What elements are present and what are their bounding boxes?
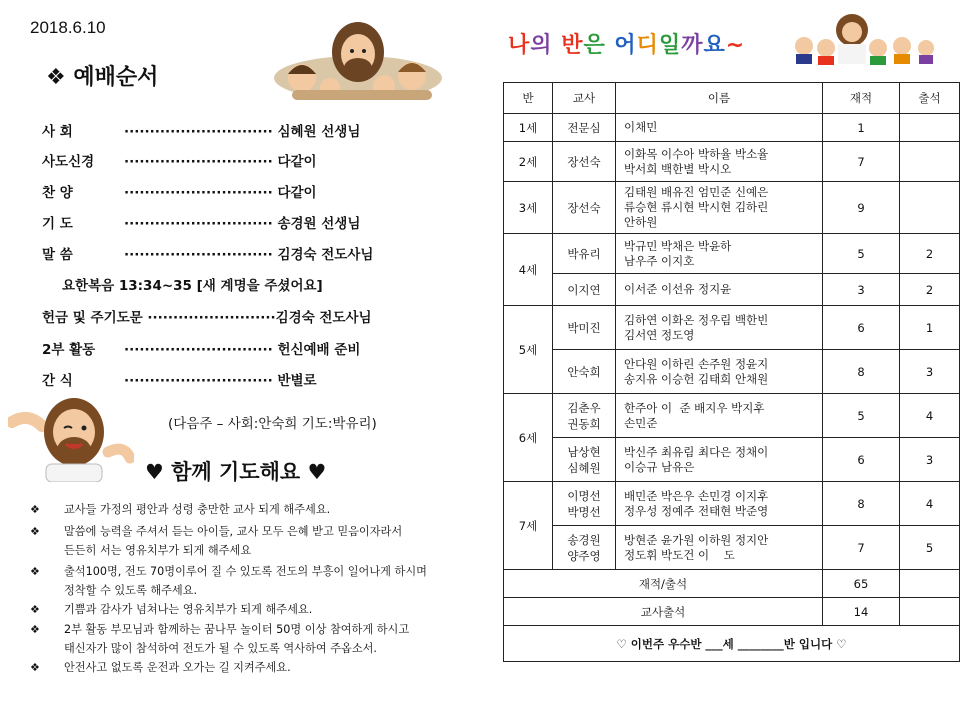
record-cell: 5 <box>823 234 900 274</box>
order-value: 반별로 <box>277 373 317 389</box>
prayer-line: 든든히 서는 영유치부가 되게 해주세요 <box>64 544 252 557</box>
order-row-praise <box>42 181 317 201</box>
student-names-line: 방현준 윤가원 이하원 정지안 <box>624 532 769 547</box>
table-row <box>504 306 960 350</box>
order-dots: ····························· <box>124 247 273 263</box>
teacher-att-attendance <box>900 598 960 626</box>
worship-order-title: ❖ 예배순서 <box>46 65 159 90</box>
student-names-cell <box>616 182 823 234</box>
best-class-text: ♡ 이번주 우수반 ___세 ________반 입니다 ♡ <box>504 626 960 662</box>
teacher-name: 남상현 <box>567 444 601 459</box>
table-row <box>504 274 960 306</box>
order-label: 헌금 및 주기도문 <box>42 310 143 326</box>
order-label: 말 씀 <box>42 247 73 263</box>
scripture-reference: 요한복음 13:34~35 [새 계명을 주셨어요] <box>62 278 323 294</box>
student-names-cell <box>616 114 823 142</box>
teacher-name: 심혜원 <box>567 460 601 475</box>
teacher-cell <box>553 114 616 142</box>
student-names-line: 김태원 배유진 엄민준 신예은 <box>624 185 769 199</box>
header-teacher: 교사 <box>553 83 616 114</box>
student-names-cell <box>616 274 823 306</box>
teacher-name: 송경원 <box>567 532 601 547</box>
attendance-cell: 3 <box>900 438 960 482</box>
title-char: 어 <box>614 33 637 58</box>
student-names-line: 한주아 이 준 배지우 박지후 <box>624 400 765 415</box>
record-cell: 6 <box>823 438 900 482</box>
header-names: 이름 <box>616 83 823 114</box>
teacher-name: 박유리 <box>567 246 601 261</box>
header-record: 재적 <box>823 83 900 114</box>
student-names-line: 김하연 이화온 정우림 백한빈 <box>624 312 769 327</box>
order-dots: ····························· <box>124 124 273 140</box>
student-names-line: 배민준 박은우 손민경 이지후 <box>624 488 769 503</box>
bullet-icon: ❖ <box>30 603 40 616</box>
student-names-line: 이승규 남유은 <box>624 459 695 474</box>
prayer-line: 말씀에 능력을 주셔서 듣는 아이들, 교사 모두 은혜 받고 믿음이자라서 <box>64 525 403 538</box>
bullet-icon: ❖ <box>30 525 40 538</box>
student-names-line: 이화목 이수아 박하율 박소율 <box>624 146 769 161</box>
teacher-cell <box>553 526 616 570</box>
bullet-icon: ❖ <box>30 661 40 674</box>
teacher-name: 권동희 <box>567 416 601 431</box>
title-char: 일 <box>658 33 682 58</box>
class-age-cell: 7세 <box>504 482 553 570</box>
teacher-name: 전문심 <box>567 120 601 135</box>
class-age-cell: 6세 <box>504 394 553 482</box>
order-value: 다같이 <box>277 154 317 170</box>
record-cell: 6 <box>823 306 900 350</box>
table-row <box>504 394 960 438</box>
prayer-title: ♥ 함께 기도해요 ♥ <box>145 460 327 484</box>
table-row <box>504 142 960 182</box>
teacher-attendance-row <box>504 598 960 626</box>
order-dots: ····························· <box>124 216 273 232</box>
prayer-line: 2부 활동 부모님과 함께하는 꿈나무 놀이터 50명 이상 참여하게 하시고 <box>64 623 410 636</box>
class-roster-table <box>503 82 960 662</box>
student-names-cell <box>616 526 823 570</box>
table-row <box>504 234 960 274</box>
teacher-cell <box>553 182 616 234</box>
student-names-line: 류승현 류시현 박시현 김하린 <box>624 200 769 214</box>
order-row-offering <box>42 306 372 326</box>
order-value: 김경숙 전도사님 <box>275 310 372 326</box>
bullet-icon: ❖ <box>30 565 40 578</box>
bulletin-date: 2018.6.10 <box>30 18 106 37</box>
teacher-name: 박미진 <box>567 320 601 335</box>
attendance-cell: 2 <box>900 274 960 306</box>
prayer-line: 출석100명, 전도 70명이루어 질 수 있도록 전도의 부흥이 일어나게 하시며 <box>64 565 427 578</box>
prayer-line: 태신자가 많이 참석하여 전도가 될 수 있도록 역사하여 주옵소서. <box>64 642 377 655</box>
bullet-icon: ❖ <box>30 623 40 636</box>
student-names-line: 남우주 이지호 <box>624 253 695 268</box>
attendance-cell <box>900 142 960 182</box>
bullet-icon: ❖ <box>30 503 40 516</box>
order-dots: ····························· <box>124 373 273 389</box>
attendance-cell <box>900 182 960 234</box>
title-char: 은 <box>583 33 606 58</box>
teacher-name: 이명선 <box>567 488 601 503</box>
attendance-cell: 5 <box>900 526 960 570</box>
title-char <box>553 33 562 58</box>
order-row-part2 <box>42 338 360 358</box>
student-names-line: 정도휘 박도건 이 도 <box>624 547 735 562</box>
teacher-cell <box>553 234 616 274</box>
table-row <box>504 182 960 234</box>
best-class-row <box>504 626 960 662</box>
teacher-cell <box>553 306 616 350</box>
student-names-cell <box>616 438 823 482</box>
teacher-cell <box>553 142 616 182</box>
record-cell: 7 <box>823 142 900 182</box>
prayer-line: 안전사고 없도록 운전과 오가는 길 지켜주세요. <box>64 661 291 674</box>
order-row-snack <box>42 369 317 389</box>
teacher-cell <box>553 438 616 482</box>
title-char: 요 <box>703 33 726 58</box>
attendance-cell: 3 <box>900 350 960 394</box>
table-row <box>504 114 960 142</box>
header-attendance: 출석 <box>900 83 960 114</box>
teacher-name: 이지연 <box>567 282 601 297</box>
class-age-cell: 1세 <box>504 114 553 142</box>
student-names-line: 정우성 정예주 전태현 박준영 <box>624 503 769 518</box>
record-cell: 8 <box>823 482 900 526</box>
order-dots: ····························· <box>124 185 273 201</box>
order-value: 송경원 선생님 <box>277 216 361 232</box>
order-label: 간 식 <box>42 373 73 389</box>
class-age-cell: 3세 <box>504 182 553 234</box>
order-label: 기 도 <box>42 216 73 232</box>
header-class: 반 <box>504 83 553 114</box>
student-names-line: 박신주 최유림 최다은 정채이 <box>624 444 769 459</box>
attendance-cell: 2 <box>900 234 960 274</box>
order-label: 찬 양 <box>42 185 73 201</box>
teacher-name: 장선숙 <box>567 200 601 215</box>
order-row-creed <box>42 150 317 170</box>
student-names-cell <box>616 234 823 274</box>
student-names-cell <box>616 306 823 350</box>
record-cell: 5 <box>823 394 900 438</box>
total-row <box>504 570 960 598</box>
teacher-att-value: 14 <box>823 598 900 626</box>
prayer-line: 기쁨과 감사가 넘쳐나는 영유치부가 되게 해주세요. <box>64 603 313 616</box>
teacher-cell <box>553 350 616 394</box>
attendance-cell <box>900 114 960 142</box>
order-label: 사 회 <box>42 124 73 140</box>
student-names-cell <box>616 394 823 438</box>
title-char: 나 <box>508 33 531 58</box>
teacher-cell <box>553 274 616 306</box>
teacher-cell <box>553 482 616 526</box>
title-char: 반 <box>561 33 584 58</box>
student-names-line: 안다원 이하린 손주원 정윤지 <box>624 356 769 371</box>
order-value: 헌신예배 준비 <box>277 342 361 358</box>
table-row <box>504 482 960 526</box>
student-names-line: 송지유 이승헌 김태희 안채원 <box>624 371 769 386</box>
teacher-att-label: 교사출석 <box>504 598 823 626</box>
title-char: 까 <box>681 33 704 58</box>
order-row-prayer <box>42 212 360 232</box>
student-names-line: 이채민 <box>624 120 658 134</box>
teacher-cell <box>553 394 616 438</box>
table-row <box>504 350 960 394</box>
jesus-kids-group-illustration <box>784 10 944 66</box>
title-char: 디 <box>636 33 659 58</box>
order-row-moderator <box>42 120 360 140</box>
class-age-cell: 2세 <box>504 142 553 182</box>
order-label: 사도신경 <box>42 154 95 170</box>
teacher-name: 김춘우 <box>567 400 601 415</box>
title-char: 의 <box>530 33 553 58</box>
student-names-cell <box>616 142 823 182</box>
student-names-line: 박서희 백한별 박시오 <box>624 161 732 176</box>
class-age-cell: 5세 <box>504 306 553 394</box>
attendance-cell: 1 <box>900 306 960 350</box>
class-age-cell: 4세 <box>504 234 553 306</box>
record-cell: 8 <box>823 350 900 394</box>
class-section-title <box>508 28 745 59</box>
record-cell: 7 <box>823 526 900 570</box>
order-dots: ····························· <box>124 154 273 170</box>
teacher-name: 양주영 <box>567 548 601 563</box>
student-names-cell <box>616 482 823 526</box>
order-value: 김경숙 전도사님 <box>277 247 374 263</box>
jesus-wink-illustration <box>8 392 134 482</box>
order-dots: ························· <box>147 310 276 326</box>
table-row <box>504 438 960 482</box>
title-char: ~ <box>725 33 746 58</box>
record-cell: 9 <box>823 182 900 234</box>
student-names-cell <box>616 350 823 394</box>
prayer-line: 정착할 수 있도록 해주세요. <box>64 584 198 597</box>
table-row <box>504 526 960 570</box>
student-names-line: 김서연 정도영 <box>624 327 695 342</box>
student-names-line: 이서준 이선유 정지윤 <box>624 282 732 296</box>
total-label: 재적/출석 <box>504 570 823 598</box>
table-header-row <box>504 83 960 114</box>
record-cell: 3 <box>823 274 900 306</box>
student-names-line: 안하원 <box>624 215 658 229</box>
order-dots: ····························· <box>124 342 273 358</box>
teacher-name: 박명선 <box>567 504 601 519</box>
total-attendance <box>900 570 960 598</box>
attendance-cell: 4 <box>900 482 960 526</box>
student-names-line: 손민준 <box>624 415 658 430</box>
order-row-sermon <box>42 243 373 263</box>
teacher-name: 장선숙 <box>567 154 601 169</box>
prayer-line: 교사들 가정의 평안과 성령 충만한 교사 되게 해주세요. <box>64 503 331 516</box>
teacher-name: 안숙희 <box>567 364 601 379</box>
total-value: 65 <box>823 570 900 598</box>
record-cell: 1 <box>823 114 900 142</box>
jesus-children-illustration <box>272 18 444 100</box>
student-names-line: 박규민 박채은 박윤하 <box>624 238 732 253</box>
order-value: 심혜원 선생님 <box>277 124 361 140</box>
next-week-roles: (다음주 – 사회:안숙희 기도:박유리) <box>168 416 377 432</box>
order-label: 2부 활동 <box>42 342 96 358</box>
attendance-cell: 4 <box>900 394 960 438</box>
order-value: 다같이 <box>277 185 317 201</box>
